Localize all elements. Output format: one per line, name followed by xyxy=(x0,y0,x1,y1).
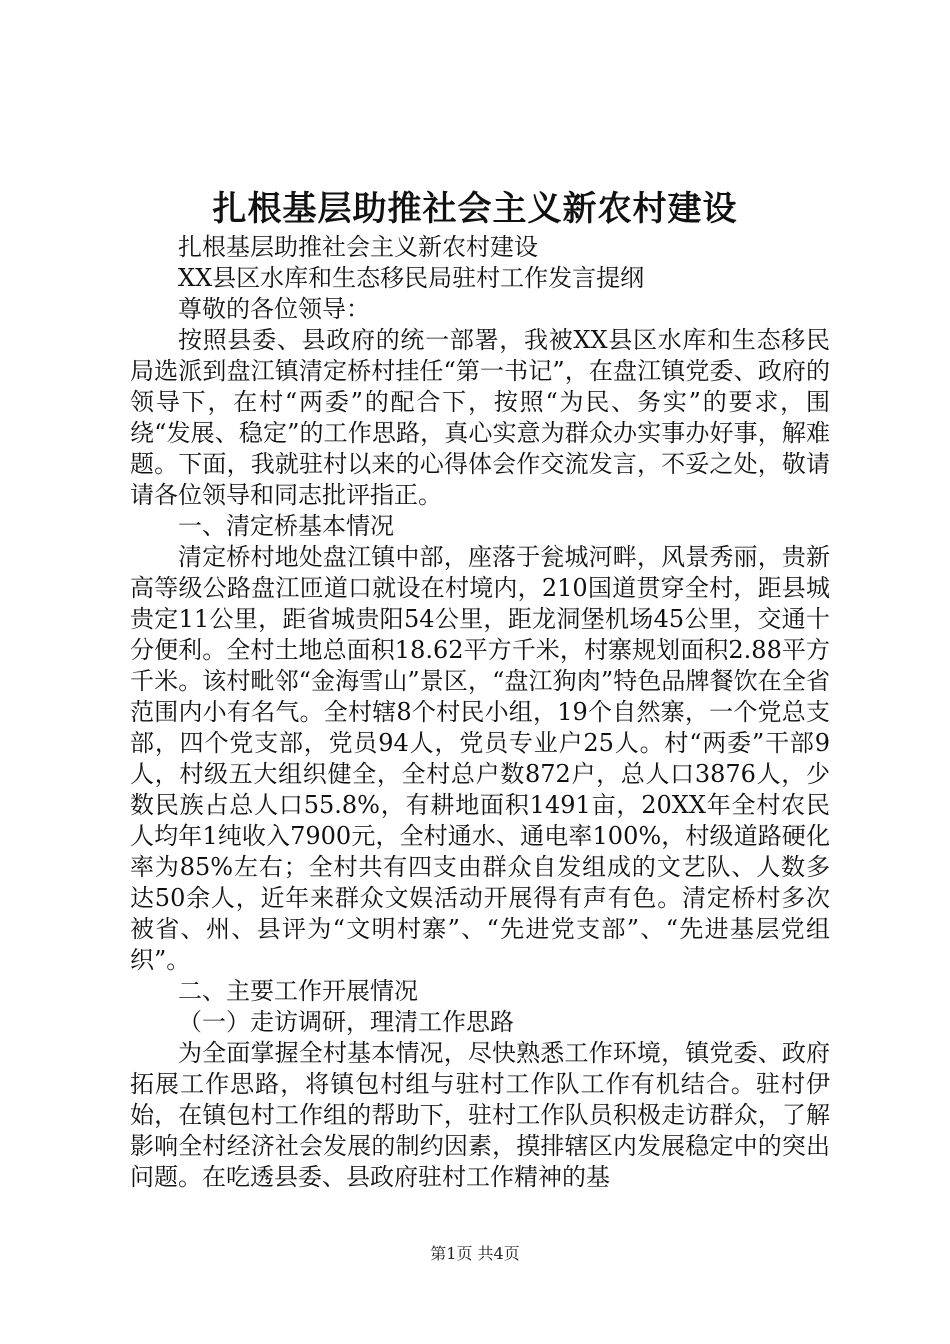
paragraph-subtitle: 扎根基层助推社会主义新农村建设 xyxy=(178,233,538,261)
paragraph-village-info: 清定桥村地处盘江镇中部，座落于瓮城河畔，风景秀丽，贵新高等级公路盘江匝道口就设在村境内，210国道贯穿全村，距县城贵定11公里，距省城贵阳54公里，距龙洞堡机场45公里，交通十分便利。全村土地总面积18.62平方千米，村寨规划面积2.88平方千米。该村毗邻“金海雪山”景区，“盘江狗肉”特色品牌餐饮在全省范围内小有名气。全村辖8个村民小组，19个自然寨，一个党总支部，四个党支部，党员94人，党员专业户25人。村“两委”干部9人，村级五大组织健全，全村总户数872户，总人口3876人，少数民族占总人口55.8%，有耕地面积1491亩，20XX年全村农民人均年1纯收入7900元，全村通水、通电率100%，村级道路硬化率为85%左右；全村共有四支由群众自发组成的文艺队、人数多达50余人，近年来群众文娱活动开展得有声有色。清定桥村多次被省、州、县评为“文明村寨”、“先进党支部”、“先进基层党组织”。 xyxy=(130,543,830,974)
paragraph-intro: 按照县委、县政府的统一部署，我被XX县区水库和生态移民局选派到盘江镇清定桥村挂任“第一书记”，在盘江镇党委、政府的领导下，在村“两委”的配合下，按照“为民、务实”的要求，围绕“发展、稳定”的工作思路，真心实意为群众办实事办好事，解难题。下面，我就驻村以来的心得体会作交流发言，不妥之处，敬请请各位领导和同志批评指正。 xyxy=(130,326,830,509)
page-footer: 第1页 共4页 xyxy=(430,1244,520,1263)
document-body xyxy=(130,232,830,1193)
paragraph-speaker: XX县区水库和生态移民局驻村工作发言提纲 xyxy=(178,264,645,292)
subsection-heading-1: （一）走访调研，理清工作思路 xyxy=(178,1008,514,1036)
section-heading-1: 一、清定桥基本情况 xyxy=(178,512,394,540)
section-heading-2: 二、主要工作开展情况 xyxy=(178,977,418,1005)
document-title: 扎根基层助推社会主义新农村建设 xyxy=(212,189,738,229)
paragraph-research: 为全面掌握全村基本情况，尽快熟悉工作环境，镇党委、政府拓展工作思路，将镇包村组与驻村工作队工作有机结合。驻村伊始，在镇包村工作组的帮助下，驻村工作队员积极走访群众，了解影响全村经济社会发展的制约因素，摸排辖区内发展稳定中的突出问题。在吃透县委、县政府驻村工作精神的基 xyxy=(130,1039,830,1191)
paragraph-salutation: 尊敬的各位领导： xyxy=(178,295,370,323)
